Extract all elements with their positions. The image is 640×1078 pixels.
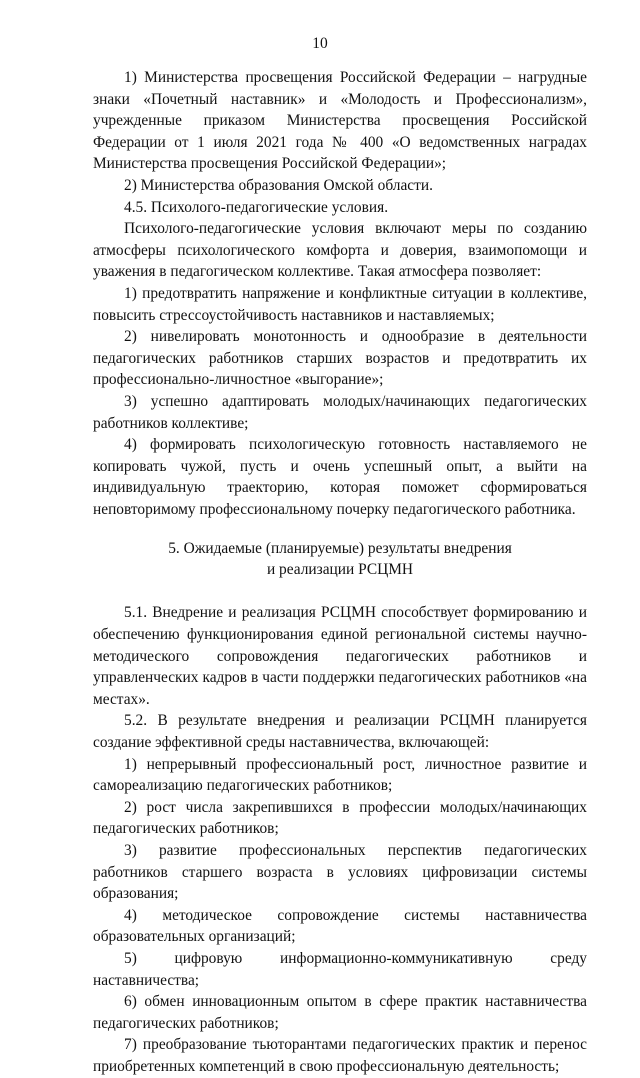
section-heading-line: и реализации РСЦМН bbox=[266, 561, 414, 579]
paragraph: 1) предотвратить напряжение и конфликтные ситуации в коллективе, повысить стрессоустойчивость наставников и наставляемых; bbox=[93, 284, 587, 324]
paragraph: 5.1. Внедрение и реализация РСЦМН способствует формированию и обеспечению функционирования единой региональной системы научно-методического сопровождения педагогических работников и управленческих кадров в части поддержки педагогических работников «на местах». bbox=[93, 604, 587, 708]
paragraph: Психолого-педагогические условия включают меры по созданию атмосферы психологического комфорта и доверия, взаимопомощи и уважения в педагогическом коллективе. Такая атмосфера позволяет: bbox=[93, 220, 587, 281]
paragraph: 4) методическое сопровождение системы наставничества образовательных организаций; bbox=[93, 906, 587, 946]
paragraph: 6) обмен инновационным опытом в сфере практик наставничества педагогических работников; bbox=[93, 993, 587, 1032]
page-number: 10 bbox=[312, 35, 328, 52]
paragraph: 2) нивелировать монотонность и однообразие в деятельности педагогических работников старших возрастов и предотвратить их профессионально-личностное «выгорание»; bbox=[93, 328, 587, 389]
paragraph: 4) формировать психологическую готовность наставляемого не копировать чужой, пусть и очень успешный опыт, а выйти на индивидуальную траекторию, которая поможет сформироваться неповторимому профессиональному почерку педагогического работника. bbox=[93, 436, 587, 518]
section-heading bbox=[93, 538, 587, 580]
paragraph: 2) Министерства образования Омской области. bbox=[124, 176, 433, 194]
paragraph: 4.5. Психолого-педагогические условия. bbox=[124, 198, 389, 216]
paragraph: 5.2. В результате внедрения и реализации РСЦМН планируется создание эффективной среды наставничества, включающей: bbox=[93, 712, 587, 752]
paragraph: 1) Министерства просвещения Российской Федерации – нагрудные знаки «Почетный наставник» и «Молодость и Профессионализм», учрежденные приказом Министерства просвещения Российской Федерации от 1 июля 2021 года № 400 «О ведомственных наградах Министерства просвещения Российской Федерации»; bbox=[93, 69, 587, 173]
section-heading-line: 5. Ожидаемые (планируемые) результаты внедрения bbox=[168, 540, 512, 558]
paragraph: 5) цифровую информационно-коммуникативную среду наставничества; bbox=[93, 949, 587, 989]
document-body bbox=[93, 67, 587, 1078]
paragraph: 3) развитие профессиональных перспектив педагогических работников старшего возраста в условиях цифровизации системы образования; bbox=[93, 842, 587, 903]
paragraph: 1) непрерывный профессиональный рост, личностное развитие и самореализацию педагогических работников; bbox=[93, 755, 587, 795]
paragraph: 7) преобразование тьюторантами педагогических практик и перенос приобретенных компетенций в свою профессиональную деятельность; bbox=[93, 1036, 587, 1075]
paragraph: 3) успешно адаптировать молодых/начинающих педагогических работников коллективе; bbox=[93, 392, 587, 432]
paragraph: 2) рост числа закрепившихся в профессии молодых/начинающих педагогических работников; bbox=[93, 798, 587, 838]
